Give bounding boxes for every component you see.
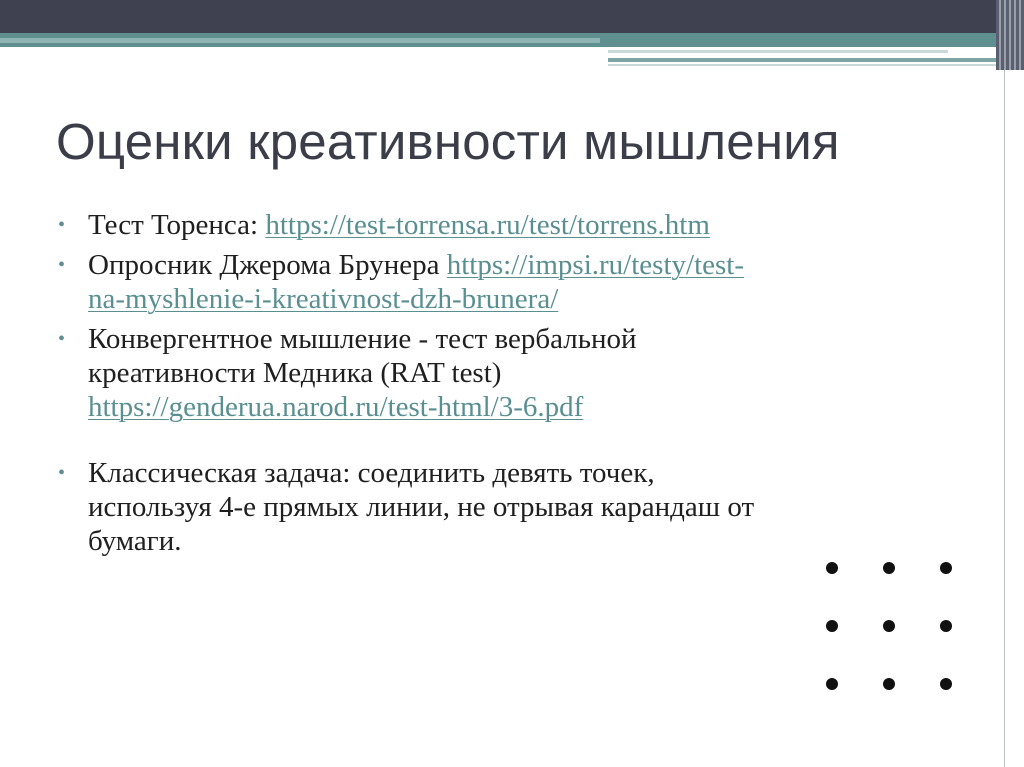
bullet-text: Конвергентное мышление - тест вербальной креативности Медника (RAT test) xyxy=(88,323,637,389)
header-dark-bar xyxy=(0,0,1024,33)
header-thin-bar xyxy=(608,58,1003,62)
bullet-text: Тест Торенса: xyxy=(88,209,266,241)
header-teal-inner-bar xyxy=(0,38,600,43)
header-stripes xyxy=(996,0,1024,70)
bullet-item xyxy=(56,456,776,558)
torrens-test-link[interactable]: https://test-torrensa.ru/test/torrens.htm xyxy=(265,209,710,241)
dot xyxy=(940,678,952,690)
bullet-item xyxy=(56,248,776,316)
right-border-line xyxy=(1004,70,1005,767)
bullet-item xyxy=(56,208,776,242)
rat-test-link[interactable]: https://genderua.narod.ru/test-html/3-6.pdf xyxy=(88,391,584,423)
header-thin-bar xyxy=(608,64,1003,66)
bullet-icon: • xyxy=(58,214,66,236)
dot xyxy=(826,678,838,690)
slide-title: Оценки креативности мышления xyxy=(56,113,840,170)
bullet-text: Классическая задача: соединить девять точек, используя 4-е прямых линии, не отрывая карандаш от бумаги. xyxy=(88,457,755,557)
dot xyxy=(883,678,895,690)
dot xyxy=(883,620,895,632)
bullet-item xyxy=(56,322,776,424)
dot xyxy=(826,562,838,574)
bullet-list xyxy=(56,208,776,564)
dot xyxy=(826,620,838,632)
bruner-test-link[interactable]: https://impsi.ru/testy/test-na-myshlenie-i-kreativnost-dzh-brunera/ xyxy=(88,249,744,315)
dot xyxy=(940,562,952,574)
bullet-icon: • xyxy=(58,328,66,350)
nine-dots-figure xyxy=(826,560,956,690)
dot xyxy=(883,562,895,574)
header-thin-bar xyxy=(608,50,948,53)
bullet-icon: • xyxy=(58,462,66,484)
bullet-text: Опросник Джерома Брунера xyxy=(88,249,447,281)
bullet-icon: • xyxy=(58,254,66,276)
dot xyxy=(940,620,952,632)
